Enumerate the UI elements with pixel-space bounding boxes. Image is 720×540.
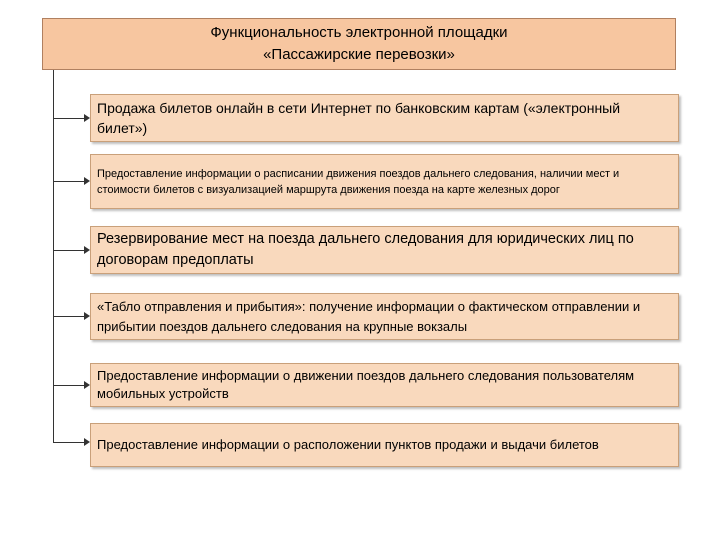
feature-box-reservation xyxy=(90,226,679,274)
feature-text-1: Продажа билетов онлайн в сети Интернет по банковским картам («электронный билет») xyxy=(97,100,621,136)
connector-1 xyxy=(53,118,84,119)
feature-box-ticket-offices xyxy=(90,423,679,467)
feature-text-5: Предоставление информации о движении поездов дальнего следования пользователям мобильных устройств xyxy=(97,368,635,401)
feature-box-online-sales xyxy=(90,94,679,142)
feature-text-2: Предоставление информации о расписании движения поездов дальнего следования, наличии мест и стоимости билетов с визуализацией маршрута движения поезда на карте железных дорог xyxy=(97,167,620,196)
feature-text-4: «Табло отправления и прибытия»: получение информации о фактическом отправлении и прибытии поездов дальнего следования на крупные вокзалы xyxy=(97,298,641,334)
diagram-title-box xyxy=(42,18,676,70)
connector-6 xyxy=(53,442,84,443)
connector-4 xyxy=(53,316,84,317)
connector-3 xyxy=(53,250,84,251)
connector-2 xyxy=(53,181,84,182)
connector-5 xyxy=(53,385,84,386)
diagram-title-line-1: Функциональность электронной площадки xyxy=(210,24,508,41)
tree-spine-line xyxy=(53,70,54,442)
feature-box-departure-board xyxy=(90,293,679,340)
feature-box-mobile-info xyxy=(90,363,679,407)
feature-text-6: Предоставление информации о расположении пунктов продажи и выдачи билетов xyxy=(97,437,599,452)
diagram-title-line-2: «Пассажирские перевозки» xyxy=(263,46,455,63)
feature-box-schedule-info xyxy=(90,154,679,209)
feature-text-3: Резервирование мест на поезда дальнего следования для юридических лиц по договорам предоплаты xyxy=(97,231,634,268)
